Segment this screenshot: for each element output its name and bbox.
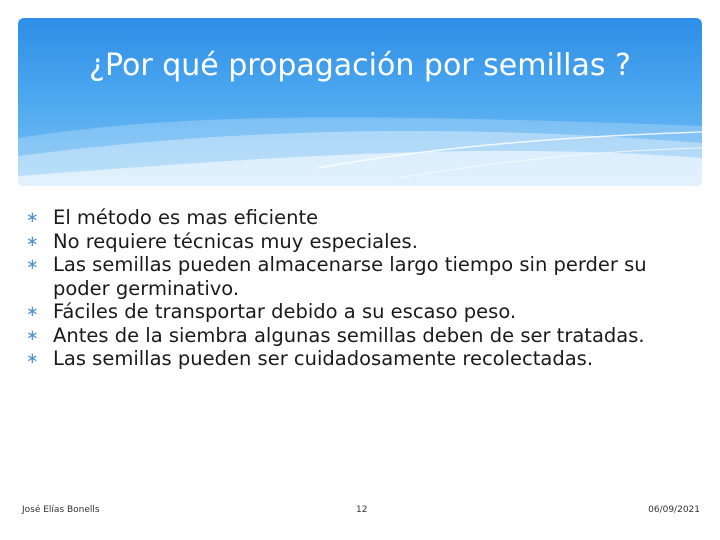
bullet-list bbox=[26, 206, 676, 371]
footer-date: 06/09/2021 bbox=[648, 505, 700, 515]
bullet-text: Antes de la siembra algunas semillas deben de ser tratadas. bbox=[53, 323, 645, 347]
bullet-text: No requiere técnicas muy especiales. bbox=[53, 229, 418, 253]
list-item bbox=[26, 324, 676, 348]
bullet-text: Las semillas pueden ser cuidadosamente recolectadas. bbox=[53, 347, 594, 370]
list-item bbox=[26, 347, 676, 371]
bullet-text: El método es mas eficiente bbox=[53, 206, 319, 229]
asterisk-bullet-icon: ∗ bbox=[26, 325, 39, 344]
asterisk-bullet-icon: ∗ bbox=[26, 208, 39, 226]
asterisk-bullet-icon: ∗ bbox=[26, 302, 39, 320]
list-item bbox=[26, 206, 676, 230]
wave-decoration bbox=[18, 18, 702, 186]
title-banner bbox=[18, 18, 702, 186]
footer-author: José Elías Bonells bbox=[22, 505, 100, 515]
bullet-text: Fáciles de transportar debido a su escaso peso. bbox=[53, 300, 517, 323]
asterisk-bullet-icon: ∗ bbox=[26, 231, 39, 250]
bullet-text: Las semillas pueden almacenarse largo tiempo sin perder su poder germinativo. bbox=[53, 253, 647, 300]
list-item bbox=[26, 230, 676, 254]
asterisk-bullet-icon: ∗ bbox=[26, 349, 39, 367]
list-item bbox=[26, 300, 676, 324]
footer-page-number: 12 bbox=[356, 505, 368, 515]
slide-title: ¿Por qué propagación por semillas ? bbox=[89, 48, 631, 83]
asterisk-bullet-icon: ∗ bbox=[26, 255, 39, 273]
list-item bbox=[26, 253, 676, 300]
